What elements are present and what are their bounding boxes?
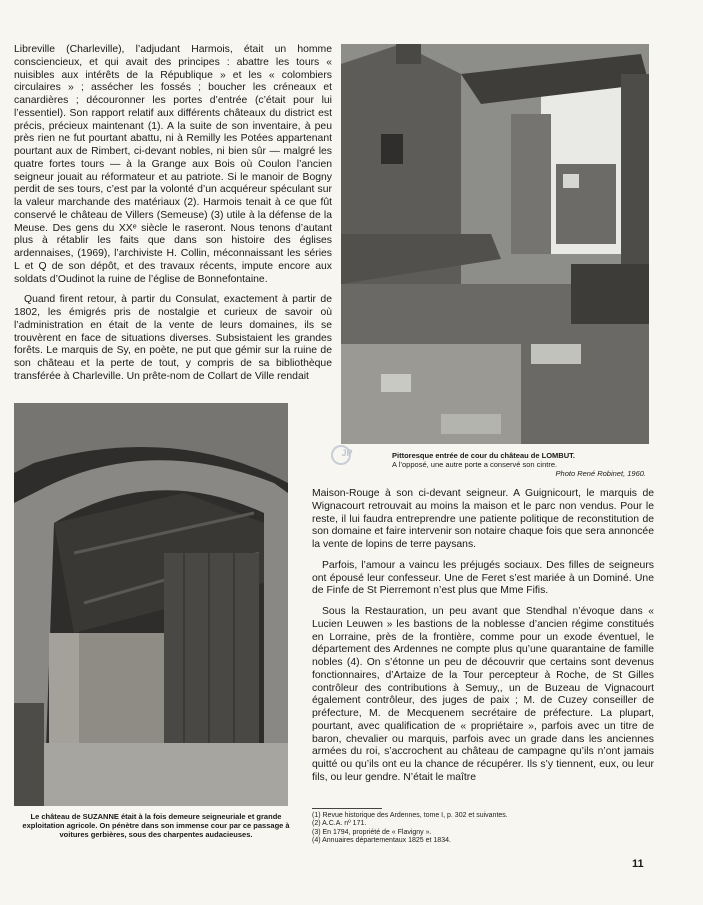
footnotes: [312, 808, 602, 846]
watermark-text: JP: [341, 448, 353, 458]
footnote: (2) A.C.A. nº 171.: [312, 820, 367, 828]
photo-lombut: [341, 44, 649, 444]
text-column-left: [14, 44, 332, 384]
paragraph: Sous la Restauration, un peu avant que Stendhal n’évoque dans « Lucien Leuwen » les bastions de la noblesse d’ancien régime constitués en Lorraine, près de la frontière, comme pour un exode éventuel, le département des Ardennes ne compte plus qu’une quarantaine de famille nobles (4). On s’étonne un peu de découvrir que certains sont devenus fonctionnaires, d’Artaize de la Tour percepteur à Roche, de St Gilles contrôleur des contributions à Semuy,, un de Buzeau de Vignacourt également contrôleur, des juges de paix ; M. de Cuzey conseiller de préfecture, M. de Mecquenem secrétaire de préfecture. La plupart, pourtant, avec qualification de « propriétaire », parfois avec un titre de baron, chevalier ou marquis, parfois avec un grade dans les anciennes armées du roi, s’accrochent au château de campagne qu’ils n’ont jamais quitté ou qu’ils ont eu la chance de récupérer. Ils s’y tiennent, eux, ou leur fils, ou leur gendre. N’était le maître: [312, 606, 654, 783]
watermark-logo: [330, 444, 364, 466]
photo-suzanne: [14, 403, 288, 806]
photo-credit: Photo René Robinet, 1960.: [555, 469, 646, 478]
paragraph: Libreville (Charleville), l’adjudant Harmois, était un homme consciencieux, et qui avait des principes : abattre les tours « nuisibles aux intérêts de la République » et les « colombiers circulaires » ; assécher les fossés ; boucher les créneaux et canardières ; découronner les portes d’entrée (c’était pour lui l’essentiel). Son rapport relatif aux différents châteaux du district est précis, précieux maintenant (1). A la suite de son inventaire, à peu près rien ne fut pourtant abattu, ni à Remilly les Potées appartenant pourtant aux de Rimbert, ci-devant nobles, ni bien sûr — malgré les quatre fortes tours — à la Grange aux Bois où Coulon l’ancien seigneur jouait au réformateur et au patriote. Si le manoir de Bogny perdit de ses tours, c’est par la volonté d’un acquéreur spéculant sur la valeur marchande des matériaux (2). Harmois tenait à ce que fût conservé le château de Villers (Semeuse) (3) utile à la défense de la Meuse. Des gens du XXᵉ siècle le raseront. Nous tenons d’autant plus à rétablir les faits que dans son histoire des églises ardennaises, (1969), l’archiviste H. Collin, méconnaissant les séries L et Q de son dépôt, et des travaux récents, impute encore aux soldats d’Oudinot la ruine de l’église de Bonnefontaine.: [14, 44, 332, 285]
paragraph: Parfois, l’amour a vaincu les préjugés sociaux. Des filles de seigneurs ont épousé leur confesseur. Une de Feret s’est mariée à un Dominé. Une de Finfe de St Pierremont n’est plus que Mme Fifis.: [312, 559, 654, 597]
footnote-rule: [312, 808, 382, 809]
caption-line: Pittoresque entrée de cour du château de LOMBUT.: [392, 451, 575, 460]
page-number: 11: [632, 858, 644, 870]
caption-lombut: [392, 451, 646, 478]
text-column-right: [312, 488, 654, 785]
paragraph: Maison-Rouge à son ci-devant seigneur. A Guignicourt, le marquis de Wignacourt retrouvait au moins la maison et le parc non vendus. Pour le reste, il lui faudra entreprendre une patiente politique de reconstitution de son domaine et faire intervenir son notaire chaque fois que sera annoncée la vente de lopins de terre paysans.: [312, 488, 654, 550]
caption-suzanne: Le château de SUZANNE était à la fois demeure seigneuriale et grande exploitation agricole. On pénètre dans son immense cour par ce passage à voitures gerbières, sous des charpentes audacieuses.: [22, 812, 290, 839]
paragraph: Quand firent retour, à partir du Consulat, exactement à partir de 1802, les émigrés pris de nostalgie et curieux de savoir où l’administration en était de la vente de leurs domaines, ils se trouvèrent en face de situations diverses. Subsistaient les grandes forêts. Le marquis de Sy, en poète, ne put que gémir sur la ruine de son château et la perte de tout, y compris de sa bibliothèque transférée à Charleville. Un prête-nom de Collart de Ville rendait: [14, 294, 332, 382]
footnote: (3) En 1794, propriété de « Flavigny ».: [312, 828, 432, 836]
footnote: (4) Annuaires départementaux 1825 et 1834.: [312, 837, 451, 845]
footnote: (1) Revue historique des Ardennes, tome I, p. 302 et suivantes.: [312, 812, 508, 819]
caption-line: A l’opposé, une autre porte a conservé son cintre.: [392, 460, 558, 469]
